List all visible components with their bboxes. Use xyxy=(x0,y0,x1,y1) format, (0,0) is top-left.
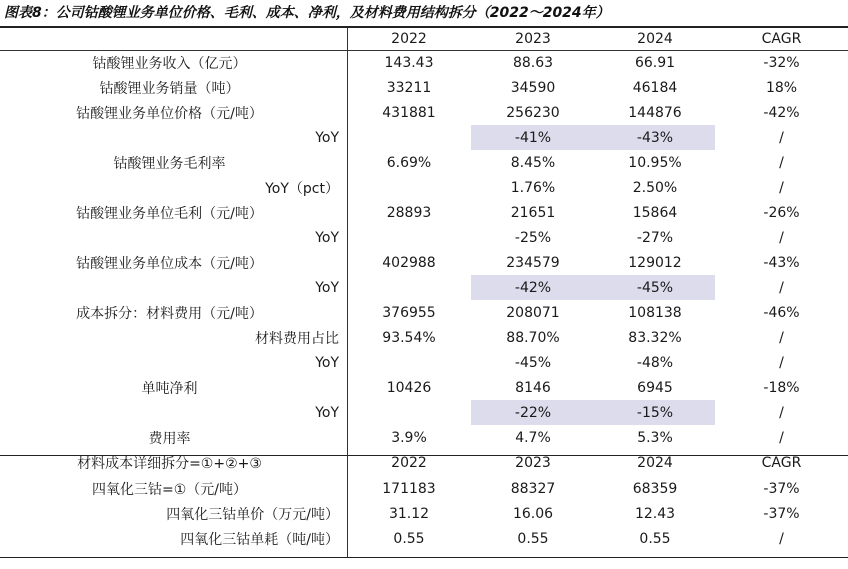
cell-2022 xyxy=(347,275,471,300)
table-title: 图表8：公司钴酸锂业务单位价格、毛利、成本、净利，及材料费用结构拆分（2022～2024年） xyxy=(4,5,610,21)
row-label: YoY xyxy=(315,279,339,296)
table-row xyxy=(0,225,848,250)
cell-2024: 66.91 xyxy=(634,54,676,71)
row-label: YoY xyxy=(315,404,339,421)
table-row xyxy=(0,125,848,150)
row-label: 钴酸锂业务单位价格（元/吨） xyxy=(76,105,263,122)
cell-2022: 33211 xyxy=(386,79,432,96)
table-row xyxy=(0,300,848,325)
cell-2024: 12.43 xyxy=(634,505,676,522)
cell-2022: 0.55 xyxy=(393,530,425,547)
table-row xyxy=(0,501,848,526)
row-label: 钴酸锂业务单位成本（元/吨） xyxy=(76,255,263,272)
header-cell: CAGR xyxy=(761,455,802,471)
cell-2024: 2.50% xyxy=(632,179,678,196)
cell-2024: 68359 xyxy=(632,480,678,497)
cell-2023: 0.55 xyxy=(517,530,549,547)
cell-2022: 93.54% xyxy=(382,329,436,346)
cell-2023: -25% xyxy=(514,229,552,246)
cell-cagr: -42% xyxy=(763,104,800,121)
cell-2023: -41% xyxy=(471,125,595,150)
cell-2024: -45% xyxy=(595,275,715,300)
financial-table xyxy=(0,28,848,551)
cell-cagr: -18% xyxy=(763,379,800,396)
cell-2022 xyxy=(347,225,471,250)
cell-cagr: / xyxy=(779,279,784,296)
cell-2024: 0.55 xyxy=(639,530,671,547)
cell-2023: 1.76% xyxy=(510,179,556,196)
cell-2022: 28893 xyxy=(386,204,432,221)
cell-2022 xyxy=(347,175,471,200)
cell-2023: 88.63 xyxy=(512,54,554,71)
cell-2024: 129012 xyxy=(628,254,682,271)
row-label: YoY xyxy=(315,354,339,371)
cell-cagr: -46% xyxy=(763,304,800,321)
row-label: YoY xyxy=(315,229,339,246)
cell-cagr: -37% xyxy=(763,480,800,497)
row-label: YoY（pct） xyxy=(265,180,339,197)
cell-cagr: / xyxy=(779,429,784,446)
cell-2024: 144876 xyxy=(628,104,682,121)
cell-2022: 402988 xyxy=(382,254,436,271)
cell-cagr: / xyxy=(779,229,784,246)
table-row xyxy=(0,275,848,300)
table-row xyxy=(0,400,848,425)
cell-2022: 31.12 xyxy=(388,505,430,522)
table-row xyxy=(0,50,848,75)
cell-cagr: / xyxy=(779,354,784,371)
cell-cagr: -26% xyxy=(763,204,800,221)
row-label: 成本拆分：材料费用（元/吨） xyxy=(76,305,263,322)
row-label: 钴酸锂业务单位毛利（元/吨） xyxy=(76,205,263,222)
row-label: 材料费用占比 xyxy=(255,330,339,347)
cell-2023: 234579 xyxy=(506,254,560,271)
cell-2024: 83.32% xyxy=(628,329,682,346)
cell-cagr: / xyxy=(779,179,784,196)
table-row xyxy=(0,200,848,225)
cell-2024: 108138 xyxy=(628,304,682,321)
cell-2023: 88.70% xyxy=(506,329,560,346)
header-cell: CAGR xyxy=(761,31,802,47)
cell-2023: -22% xyxy=(471,400,595,425)
cell-2023: -42% xyxy=(471,275,595,300)
header-cell: 2023 xyxy=(515,31,551,47)
cell-2023: 21651 xyxy=(510,204,556,221)
header-cell: 2024 xyxy=(637,31,673,47)
cell-2022: 143.43 xyxy=(384,54,434,71)
cell-cagr: -32% xyxy=(763,54,800,71)
cell-2023: 16.06 xyxy=(512,505,554,522)
cell-2023: 4.7% xyxy=(515,429,551,446)
header-row xyxy=(0,28,848,50)
row-label: 钴酸锂业务销量（吨） xyxy=(99,80,240,97)
cell-2023: 34590 xyxy=(510,79,556,96)
cell-2024: 6945 xyxy=(637,379,673,396)
cell-2024: 5.3% xyxy=(637,429,673,446)
cell-2022 xyxy=(347,400,471,425)
header-cell xyxy=(0,28,347,50)
cell-2024: -15% xyxy=(595,400,715,425)
cell-2022 xyxy=(347,125,471,150)
cell-cagr: -43% xyxy=(763,254,800,271)
row-label: 单吨净利 xyxy=(141,380,198,397)
cell-2024: -43% xyxy=(595,125,715,150)
cell-2022: 431881 xyxy=(382,104,436,121)
cell-2022: 171183 xyxy=(382,480,436,497)
cell-2022: 6.69% xyxy=(386,154,432,171)
row-label: 四氧化三钴=①（元/吨） xyxy=(92,481,247,498)
row-label: 四氧化三钴单价（万元/吨） xyxy=(166,506,339,523)
cell-2023: 8.45% xyxy=(510,154,556,171)
row-label: 四氧化三钴单耗（吨/吨） xyxy=(180,531,339,548)
cell-2024: 46184 xyxy=(632,79,678,96)
row-label: YoY xyxy=(315,129,339,146)
table-row xyxy=(0,325,848,350)
cell-cagr: / xyxy=(779,129,784,146)
cell-2022: 3.9% xyxy=(391,429,427,446)
cell-2022 xyxy=(347,350,471,375)
cell-2024: -27% xyxy=(636,229,674,246)
cell-2023: -45% xyxy=(514,354,552,371)
cell-2022: 376955 xyxy=(382,304,436,321)
table-row xyxy=(0,100,848,125)
cell-2022: 10426 xyxy=(386,379,432,396)
table-row xyxy=(0,476,848,501)
table-row xyxy=(0,350,848,375)
cell-2023: 256230 xyxy=(506,104,560,121)
cell-2023: 8146 xyxy=(515,379,551,396)
cell-cagr: / xyxy=(779,530,784,547)
header-cell: 2022 xyxy=(391,31,427,47)
cell-cagr: / xyxy=(779,154,784,171)
header-cell: 2023 xyxy=(515,455,551,471)
table-row xyxy=(0,75,848,100)
section2-header-label: 材料成本详细拆分=①+②+③ xyxy=(77,456,262,472)
table-row xyxy=(0,375,848,400)
table-row xyxy=(0,150,848,175)
cell-2024: -48% xyxy=(636,354,674,371)
table-row xyxy=(0,526,848,551)
table-row xyxy=(0,250,848,275)
cell-2023: 208071 xyxy=(506,304,560,321)
cell-cagr: 18% xyxy=(765,79,798,96)
header-cell: 2024 xyxy=(637,455,673,471)
row-label: 费用率 xyxy=(148,430,191,447)
cell-2024: 15864 xyxy=(632,204,678,221)
cell-cagr: -37% xyxy=(763,505,800,522)
cell-cagr: / xyxy=(779,404,784,421)
table-row xyxy=(0,425,848,450)
section2-header-row xyxy=(0,450,848,476)
cell-2024: 10.95% xyxy=(628,154,682,171)
bottom-rule xyxy=(0,557,848,558)
row-label: 钴酸锂业务收入（亿元） xyxy=(92,55,247,72)
table-row xyxy=(0,175,848,200)
cell-2023: 88327 xyxy=(510,480,556,497)
cell-cagr: / xyxy=(779,329,784,346)
header-cell: 2022 xyxy=(391,455,427,471)
row-label: 钴酸锂业务毛利率 xyxy=(113,155,226,172)
